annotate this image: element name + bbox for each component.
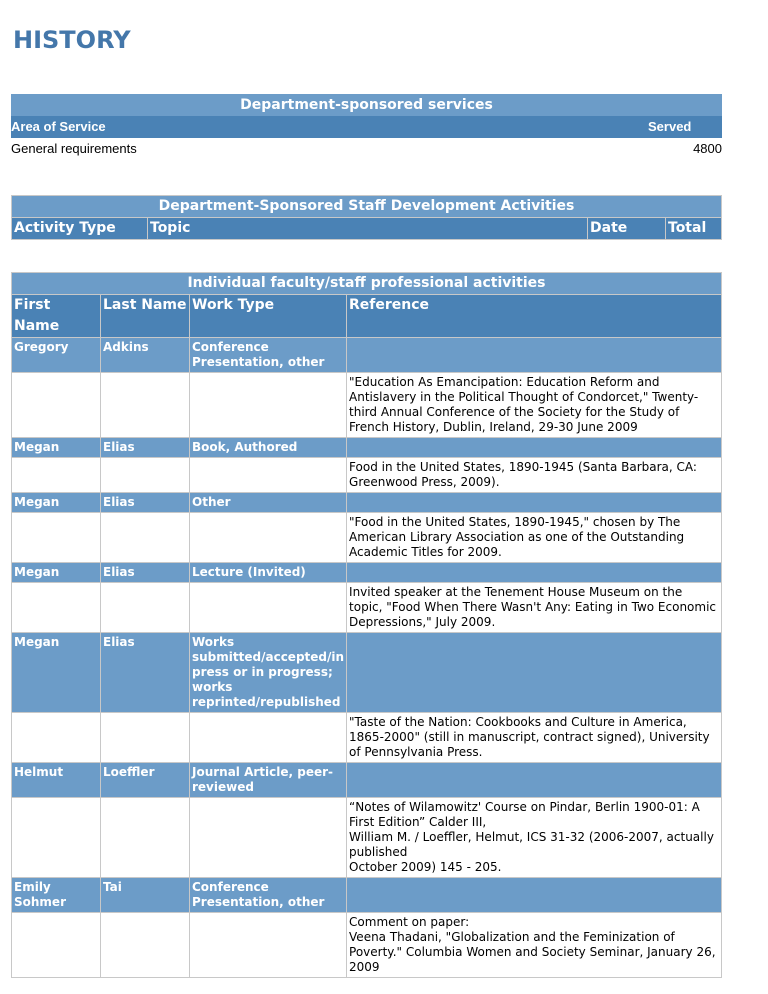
table-row xyxy=(12,438,722,458)
first-name-cell: Megan xyxy=(12,633,101,713)
reference-cell xyxy=(347,913,722,978)
first-name-cell: Gregory xyxy=(12,338,101,373)
reference-cell: "Education As Emancipation: Education Reform and Antislavery in the Political Thought of Condorcet," Twenty-third Annual Conference of the Society for the Study of French History, Dublin, Ireland, 29-30 June 2009 xyxy=(347,373,722,438)
reference-line: William M. / Loeffler, Helmut, ICS 31-32 (2006-2007, actually published xyxy=(349,830,714,859)
reference-header: Reference xyxy=(347,295,722,338)
table-row xyxy=(12,763,722,798)
work-type-cell: Conference Presentation, other xyxy=(190,338,347,373)
reference-row xyxy=(12,798,722,878)
served-cell: 4800 xyxy=(693,141,722,156)
table-row xyxy=(11,138,722,160)
last-name-cell: Elias xyxy=(101,493,190,513)
reference-cell: Invited speaker at the Tenement House Museum on the topic, "Food When There Wasn't Any: Eating in Two Economic Depressions," July 2009. xyxy=(347,583,722,633)
work-type-cell: Conference Presentation, other xyxy=(190,878,347,913)
reference-row xyxy=(12,458,722,493)
reference-line: Comment on paper: xyxy=(349,915,470,929)
reference-row xyxy=(12,583,722,633)
first-name-cell: Megan xyxy=(12,438,101,458)
last-name-header: Last Name xyxy=(101,295,190,338)
faculty-caption: Individual faculty/staff professional activities xyxy=(12,273,722,295)
last-name-cell: Elias xyxy=(101,563,190,583)
work-type-header: Work Type xyxy=(190,295,347,338)
first-name-cell: Helmut xyxy=(12,763,101,798)
page-title: HISTORY xyxy=(13,26,131,54)
work-type-cell: Other xyxy=(190,493,347,513)
reference-cell: "Food in the United States, 1890-1945," chosen by The American Library Association as one of the Outstanding Academic Titles for 2009. xyxy=(347,513,722,563)
served-header: Served xyxy=(646,116,722,138)
reference-cell: Food in the United States, 1890-1945 (Santa Barbara, CA: Greenwood Press, 2009). xyxy=(347,458,722,493)
last-name-cell: Loeffler xyxy=(101,763,190,798)
first-name-cell: Megan xyxy=(12,493,101,513)
table-row xyxy=(12,338,722,373)
faculty-table xyxy=(11,272,722,978)
first-name-cell: Emily Sohmer xyxy=(12,878,101,913)
reference-row xyxy=(12,373,722,438)
area-cell: General requirements xyxy=(11,141,137,156)
area-header: Area of Service xyxy=(11,116,646,138)
last-name-cell: Elias xyxy=(101,633,190,713)
table-row xyxy=(12,493,722,513)
reference-cell xyxy=(347,798,722,878)
staff-dev-table xyxy=(11,195,722,240)
total-header: Total xyxy=(666,218,722,240)
work-type-cell: Lecture (Invited) xyxy=(190,563,347,583)
staff-dev-caption: Department-Sponsored Staff Development Activities xyxy=(12,196,722,218)
last-name-cell: Adkins xyxy=(101,338,190,373)
services-table xyxy=(11,94,722,160)
work-type-cell: Journal Article, peer-reviewed xyxy=(190,763,347,798)
last-name-cell: Elias xyxy=(101,438,190,458)
reference-row xyxy=(12,713,722,763)
reference-row xyxy=(12,913,722,978)
reference-cell: "Taste of the Nation: Cookbooks and Culture in America, 1865-2000" (still in manuscript, contract signed), University of Pennsylvania Press. xyxy=(347,713,722,763)
table-row xyxy=(12,878,722,913)
services-caption: Department-sponsored services xyxy=(11,94,722,116)
first-name-header: First Name xyxy=(12,295,101,338)
first-name-cell: Megan xyxy=(12,563,101,583)
reference-line: October 2009) 145 - 205. xyxy=(349,860,502,874)
last-name-cell: Tai xyxy=(101,878,190,913)
work-type-cell: Works submitted/accepted/in press or in progress; works reprinted/republished xyxy=(190,633,347,713)
reference-line: Veena Thadani, "Globalization and the Feminization of Poverty." Columbia Women and Society Seminar, January 26, 2009 xyxy=(349,930,716,974)
topic-header: Topic xyxy=(148,218,588,240)
table-row xyxy=(12,633,722,713)
work-type-cell: Book, Authored xyxy=(190,438,347,458)
table-row xyxy=(12,563,722,583)
reference-row xyxy=(12,513,722,563)
reference-line: “Notes of Wilamowitz' Course on Pindar, Berlin 1900-01: A First Edition” Calder III, xyxy=(349,800,700,829)
date-header: Date xyxy=(588,218,666,240)
activity-type-header: Activity Type xyxy=(12,218,148,240)
